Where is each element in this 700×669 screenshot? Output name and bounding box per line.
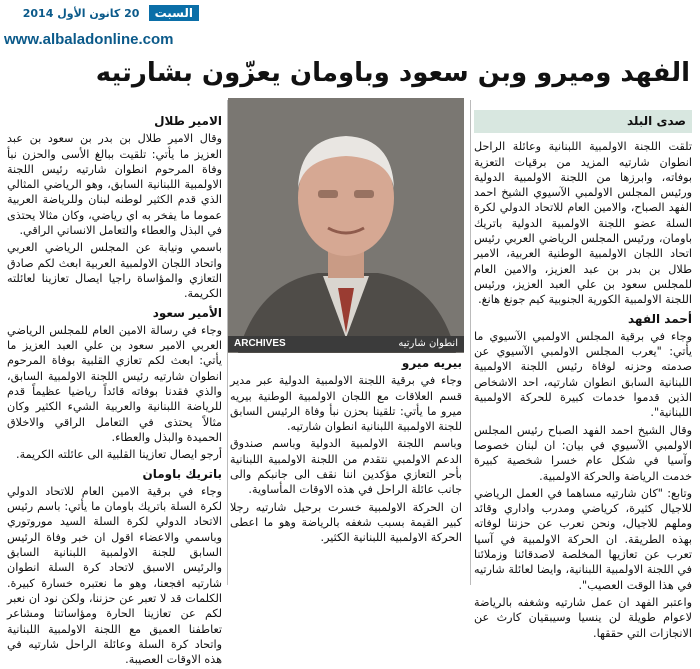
date-box [4,2,199,21]
site-url[interactable]: www.albaladonline.com [4,31,174,48]
subheading: بيريه ميرو [401,356,462,370]
paragraph: وقال الشيخ احمد الفهد الصباح رئيس المجلس الاولمبي الآسيوي في بيان: ان لبنان خصوصا وآسيا في شكل عام خسرا شخصية كبيرة خدمت الرياضة والحركة الاولمبية. [474,423,692,483]
masthead [0,0,700,52]
column-divider [470,100,471,585]
paragraph: وباسم اللجنة الاولمبية الدولية وباسم صندوق الدعم الاولمبي نتقدم من اللجنة الاولمبية اللبنانية بأحر التعازي مؤكدين اننا نقف الى جانبكم والى جانب عائلة الراحل في هذه الاوقات المأساوية. [230,437,462,497]
portrait-photo [228,98,464,353]
paragraph: أرجو ايصال تعازينا القلبية الى عائلته الكريمة. [16,448,222,462]
subheading: الامير طلال [154,114,222,128]
paragraph: وجاء في برقية المجلس الاولمبي الآسيوي ما يأتي: "يعرب المجلس الاولمبي الآسيوي عن صدمته وحزنه لوفاة رئيس اللجنة الاولمبية اللبنانية السابق انطوان شارتيه، احد الاشخاص الذين قدموا خدمات كبيرة للحركة الاولمبية اللبنانية". [474,329,692,420]
paragraph: وجاء في رسالة الامين العام للمجلس الرياضي العربي الامير سعود بن علي العبد العزيز ما يأتي: ابعث لكم تعازي القلبية بوفاة المرحوم انطوان شارتيه رئيس اللجنة الاولمبية السابق، والذي فقدنا بوفاته قائداً رياضيا عظيماً قدم للرياضة اللبنانية والعربية الشيء الكثير وكان مثالاً يحتذى في التعامل الراقي والاخلاق الحميدة والبذل والعطاء. [7,323,222,444]
subheading: باتريك باومان [142,466,222,481]
subheading: الأمير سعود [152,305,222,320]
issue-date: 20 كانون الأول 2014 [22,7,140,20]
article-column-right [474,110,692,643]
portrait-illustration [228,98,464,353]
section-label: صدى البلد [474,110,692,133]
paragraph: وجاء في برقية اللجنة الاولمبية الدولية عبر مدير قسم العلاقات مع اللجان الاولمبية الوطنية بيريه ميرو ما يأتي: تلقينا بحزن نبأ وفاة الرئيس السابق للجنة الاولمبية اللبنانية انطوان شارتيه. [230,374,462,434]
paragraph: وجاء في برقية الامين العام للاتحاد الدولي لكرة السلة باتريك باومان ما يأتي: باسم رئيس الاتحاد الدولي لكرة السلة السيد موروتوري وباسمي والاعضاء اقول ان خبر وفاة الرئيس السابق للجنة الاولمبية اللبنانية السابق والرئيس الاسبق لاتحاد كرة السلة انطوان شارتيه افجعنا، وهو ما نعتبره خسارة كبيرة. الكلمات قد لا تعبر عن حزننا، ولكن نود ان نعبر لكم عن تعازينا الحارة ومؤاساتنا ومشاعر تعاطفنا العميق مع اللجنة الاولمبية اللبنانية واتحاد كرة السلة وعائلة الراحل شارتيه في هذه الاوقات العصيبة. [7,484,222,667]
paragraph: وقال الامير طلال بن بدر بن سعود بن عبد العزيز ما يأتي: تلقيت ببالغ الأسى والحزن نبأ وفاة المرحوم انطوان شارتيه رئيس اللجنة الاولمبية اللبنانية السابق، وهو الرياضي المثالي الذي قدم الكثير لوطنه لبنان وللرياضة العربية عموما ما يفخر به اي رياضي، وكان مثالا يحتذى في البذل والعطاء والتعامل الانساني الراقي. [7,132,222,238]
headline: الفهد وميرو وبن سعود وباومان يعزّون بشارتيه [95,58,690,88]
paragraph: باسمي ونيابة عن المجلس الرياضي العربي واتحاد اللجان الاولمبية العربية ابعث لكم صادق التعازي والمؤاساة راجيا ايصال تعازينا لعائلته الكريمة. [7,241,222,301]
paragraph: تلقت اللجنة الاولمبية اللبنانية وعائلة الراحل انطوان شارتيه المزيد من برقيات التعزية بوفاته، وابرزها من اللجنة الاولمبية الدولية ورئيس المجلس الاولمبي الآسيوي الشيخ احمد الفهد الصباح، والامين العام للاتحاد الدولي لكرة السلة عضو اللجنة الاولمبية الدولية باتريك باومان، ورئيس المجلس الرياضي العربي رئيس اتحاد اللجان الاولمبية الوطنية العربية، الامير طلال بن بدر بن عبد العزيز، والامين العام للمجلس سعود بن علي العبد العزيز، ورئيس اللجنة الاولمبية الكورية الجنوبية كيم جونغ هانغ. [474,140,692,307]
subheading: أحمد الفهد [627,311,692,326]
archive-label: ARCHIVES [234,338,286,349]
article-column-middle [230,352,462,548]
paragraph: وتابع: "كان شارتيه مساهما في العمل الرياضي للاجيال كثيرة، كرياضي ومدرب واداري وقائد وملهم للاجيال، ونحن نعرب عن حزننا لوفاته بهذه الطريقة. ان الحركة الاولمبية في آسيا تعرب عن تعازيها المخلصة لاصدقائنا وزملائنا في اللجنة الاولمبية اللبنانية، وايضا لعائلة شارتيه في هذا الوقت العصيب". [474,486,692,592]
photo-caption: انطوان شارتيه [398,338,458,349]
photo-caption-bar [228,336,464,352]
column-divider [227,100,228,585]
issue-day: السبت [149,5,199,21]
article-column-left [7,110,222,669]
paragraph: واعتبر الفهد ان عمل شارتيه وشغفه بالرياضة لاعوام طويلة لن ينسيا وسيبقيان كارث عن الانجازات التي حققها. [474,595,692,640]
paragraph: ان الحركة الاولمبية خسرت برحيل شارتيه رجلا كبير القيمة بسبب شغفه بالرياضة وهو ما اعطى الحركة الاولمبية اللبنانية الكثير. [230,500,462,545]
